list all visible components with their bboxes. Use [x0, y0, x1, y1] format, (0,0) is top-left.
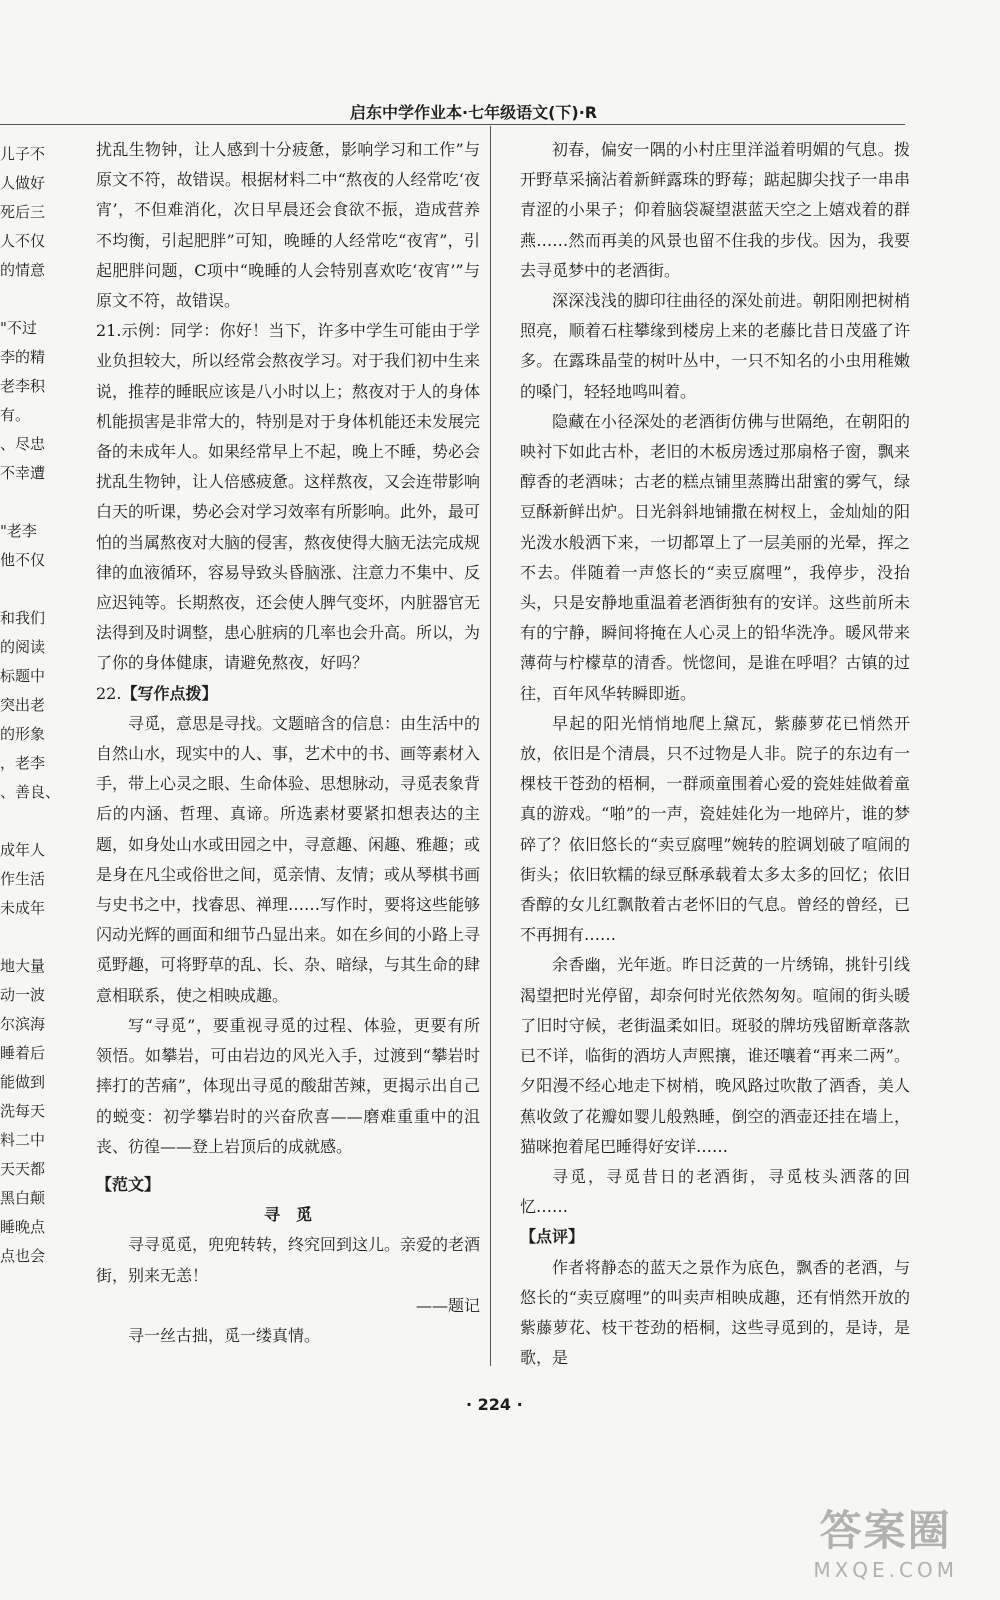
- left-fragment-line: 点也会: [0, 1247, 46, 1265]
- model-essay-label: 【范文】: [96, 1174, 161, 1194]
- left-fragment-line: 成年人: [0, 841, 46, 859]
- left-column-fragments: [0, 140, 61, 1390]
- left-fragment-line: 睡着后: [0, 1044, 46, 1062]
- left-fragment-line: 未成年: [0, 899, 46, 917]
- middle-column: [96, 135, 480, 1351]
- left-fragment-line: 天天都: [0, 1160, 46, 1178]
- left-fragment-line: ，老李: [0, 754, 46, 772]
- left-fragment-line: 李的精: [0, 348, 46, 366]
- left-fragment-line: 睡晚点: [0, 1218, 46, 1236]
- left-fragment-line: [0, 807, 52, 836]
- left-fragment-line: 他不仅: [0, 551, 46, 569]
- essay-paragraph-5: 早起的阳光悄悄地爬上黛瓦，紫藤萝花已悄然开放，依旧是个清晨，只不过物是人非。院子的东边有一棵枝干苍劲的梧桐，一群顽童围着心爱的瓷娃娃做着童真的游戏。“啪”的一声，瓷娃娃化为一地碎片，谁的梦碎了？依旧悠长的“卖豆腐哩”婉转的腔调划破了喧闹的街头；依旧软糯的绿豆酥承载着太多太多的回忆；依旧香醇的女儿红飘散着古老怀旧的气息。曾经的曾经，已不再拥有……: [520, 713, 910, 945]
- right-column: [520, 135, 910, 1373]
- watermark-sub: MXQE.COM: [813, 1558, 958, 1582]
- left-fragment-line: 的情意: [0, 261, 46, 279]
- left-fragment-line: 和我们: [0, 609, 46, 627]
- left-fragment-line: 作生活: [0, 870, 46, 888]
- answer-20-continuation: 扰乱生物钟，让人感到十分疲惫，影响学习和工作”与原文不符，故错误。根据材料二中“熬夜的人经常吃‘夜宵’，不但难消化，次日早晨还会食欲不振，造成营养不均衡，引起肥胖”可知，晚睡的人经常吃“夜宵”，引起肥胖问题，C项中“晚睡的人会特别喜欢吃‘夜宵’”与原文不符，故错误。: [96, 140, 480, 311]
- essay-paragraph-3: 深深浅浅的脚印往曲径的深处前进。朝阳刚把树梢照亮，顺着石柱攀缘到楼房上来的老藤比昔日茂盛了许多。在露珠晶莹的树叶丛中，一只不知名的小虫用稚嫩的嗓门，轻轻地鸣叫着。: [520, 291, 910, 401]
- left-fragment-line: 、尽忠: [0, 435, 46, 453]
- left-fragment-line: 老李积: [0, 377, 46, 395]
- left-fragment-line: 能做到: [0, 1073, 46, 1091]
- left-fragment-line: 死后三: [0, 203, 46, 221]
- left-fragment-line: [0, 285, 52, 314]
- left-fragment-line: 标题中: [0, 667, 46, 685]
- essay-paragraph-1: 寻一丝古拙，觅一缕真情。: [128, 1325, 321, 1345]
- left-fragment-line: 人做好: [0, 174, 46, 192]
- left-fragment-line: 人不仅: [0, 232, 46, 250]
- answer-22-heading: [96, 679, 480, 709]
- left-fragment-line: [0, 488, 52, 517]
- left-fragment-line: 、善良、: [0, 783, 61, 801]
- left-fragment-line: 料二中: [0, 1131, 46, 1149]
- essay-paragraph-7: 寻觅，寻觅昔日的老酒街，寻觅枝头洒落的回忆……: [520, 1166, 910, 1217]
- left-fragment-line: 不幸遭: [0, 464, 46, 482]
- left-fragment-line: 的形象: [0, 725, 46, 743]
- left-fragment-line: 突出老: [0, 696, 46, 714]
- left-fragment-line: [0, 575, 52, 604]
- left-fragment-line: 黑白颠: [0, 1189, 46, 1207]
- essay-paragraph-2: 初春，偏安一隅的小村庄里洋溢着明媚的气息。拨开野草采摘沾着新鲜露珠的野莓；踮起脚尖找子一串串青涩的小果子；仰着脑袋凝望湛蓝天空之上嬉戏着的群燕……然而再美的风景也留不住我的步伐。因为，我要去寻觅梦中的老酒街。: [520, 140, 910, 280]
- writing-tip-paragraph-1: 寻觅，意思是寻找。文题暗含的信息：由生活中的自然山水，现实中的人、事，艺术中的书、画等素材入手，带上心灵之眼、生命体验、思想脉动，寻觅表象背后的内涵、哲理、真谛。所选素材要紧扣想表达的主题，如身处山水或田园之中，寻意趣、闲趣、雅趣；或是身在凡尘或俗世之间，觅亲情、友情；或从琴棋书画与史书之中，找睿思、禅理……写作时，要将这些能够闪动光辉的画面和细节凸显出来。如在乡间的小路上寻觅野趣，可将野草的乱、长、杂、暗绿，与其生命的肆意相联系，使之相映成趣。: [96, 713, 481, 1005]
- left-fragment-line: 动一波: [0, 986, 46, 1004]
- watermark-logo: [813, 1498, 958, 1582]
- left-fragment-line: 尔滨海: [0, 1015, 46, 1033]
- left-fragment-line: 有。: [0, 406, 31, 424]
- page-header-title: 启东中学作业本·七年级语文(下)·R: [350, 103, 598, 122]
- writing-tip-label: 【写作点拨】: [121, 683, 218, 703]
- essay-epigraph: 寻寻觅觅，兜兜转转，终究回到这儿。亲爱的老酒街，别来无恙！: [96, 1235, 481, 1285]
- left-fragment-line: [0, 923, 52, 952]
- essay-paragraph-6: 余香幽，光年逝。昨日泛黄的一片绣锦，挑针引线渴望把时光停留，却奈何时光依然匆匆。喧闹的街头暖了旧时守候，老街温柔如旧。斑驳的牌坊残留断章落款已不详，临街的酒坊人声熙攘，谁还嚷着“再来二两”。夕阳漫不经心地走下树梢，晚风路过吹散了酒香，美人蕉收敛了花瓣如婴儿般熟睡，倒空的酒壶还挂在墙上，猫咪抱着尾巴睡得好安详……: [520, 955, 910, 1156]
- left-fragment-line: 地大量: [0, 957, 46, 975]
- epigraph-signature: ——题记: [415, 1295, 480, 1315]
- left-fragment-line: "不过: [0, 319, 37, 337]
- review-paragraph: 作者将静态的蓝天之景作为底色，飘香的老酒，与悠长的“卖豆腐哩”的叫卖声相映成趣，还有悄然开放的紫藤萝花、枝干苍劲的梧桐，这些寻觅到的，是诗，是歌，是: [520, 1257, 910, 1368]
- essay-title: 寻 觅: [263, 1205, 312, 1225]
- left-fragment-line: 儿子不: [0, 145, 46, 163]
- answer-22-number: 22.: [96, 683, 122, 703]
- column-divider: [490, 126, 491, 1366]
- page-number: · 224 ·: [466, 1395, 523, 1414]
- writing-tip-paragraph-2: 写“寻觅”，要重视寻觅的过程、体验，更要有所领悟。如攀岩，可由岩边的风光入手，过渡到“攀岩时摔打的苦痛”，体现出寻觅的酸甜苦辣，更揭示出自己的蜕变：初学攀岩时的兴奋欣喜——磨难重重中的沮丧、彷徨——登上岩顶后的成就感。: [96, 1015, 480, 1156]
- essay-paragraph-4: 隐藏在小径深处的老酒街仿佛与世隔绝，在朝阳的映衬下如此古朴，老旧的木板房透过那扇格子窗，飘来醇香的老酒味；古老的糕点铺里蒸腾出甜蜜的雾气，绿豆酥新鲜出炉。日光斜斜地铺撒在树杈上，金灿灿的阳光泼水般洒下来，一切都罩上了一层美丽的光晕，挥之不去。伴随着一声悠长的“卖豆腐哩”，我停步，没抬头，只是安静地重温着老酒街独有的安详。这些前所未有的宁静，瞬间将掩在人心灵上的铅华洗净。暖风带来薄荷与柠檬草的清香。恍惚间，是谁在呼唱？古镇的过往，百年风华转瞬即逝。: [520, 411, 910, 703]
- left-fragment-line: "老李: [0, 522, 37, 540]
- review-label: 【点评】: [520, 1227, 585, 1247]
- answer-21: 21.示例：同学：你好！当下，许多中学生可能由于学业负担较大，所以经常会熬夜学习。对于我们初中生来说，推荐的睡眠应该是八小时以上；熬夜对于人的身体机能损害是非常大的，特别是对于身体机能还未发展完备的未成年人。如果经常早上不起，晚上不睡，势必会扰乱生物钟，让人倍感疲惫。这样熬夜，又会连带影响白天的听课，势必会对学习效率有所影响。此外，最可怕的当属熬夜对大脑的侵害，熬夜使得大脑无法完成规律的血液循环，容易导致头昏脑涨、注意力不集中、反应迟钝等。长期熬夜，还会使人脾气变坏，内脏器官无法得到及时调整，患心脏病的几率也会升高。所以，为了你的身体健康，请避免熬夜，好吗？: [96, 321, 481, 673]
- header-rule: [0, 124, 905, 125]
- watermark-main: 答案圈: [819, 1506, 952, 1555]
- left-fragment-line: 的阅读: [0, 638, 46, 656]
- left-fragment-line: 洗每天: [0, 1102, 46, 1120]
